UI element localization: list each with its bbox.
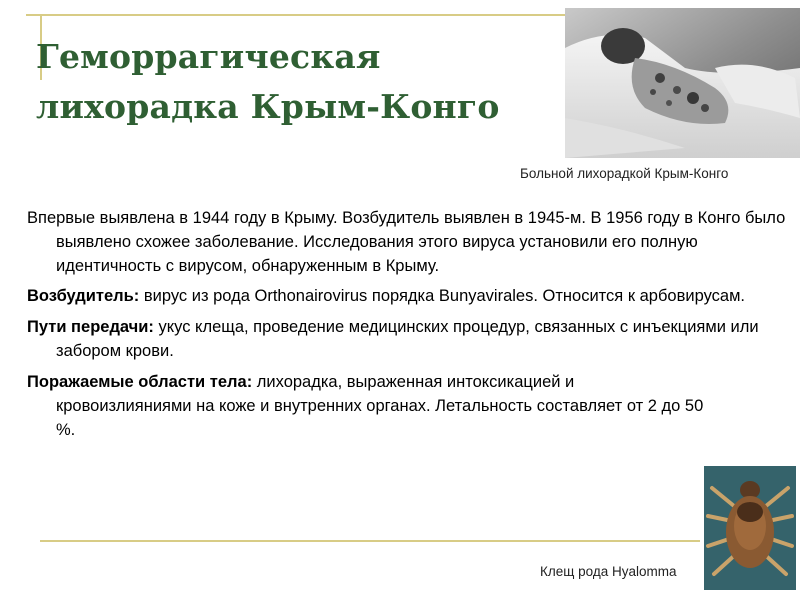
decorative-rule-top bbox=[26, 14, 566, 16]
patient-photo-caption: Больной лихорадкой Крым-Конго bbox=[520, 166, 729, 181]
transmission-label: Пути передачи: bbox=[27, 318, 154, 336]
tick-photo-caption: Клещ рода Hyalomma bbox=[540, 564, 677, 579]
patient-photo bbox=[565, 8, 800, 158]
slide-title: Геморрагическая лихорадка Крым-Конго bbox=[36, 37, 500, 126]
intro-paragraph: Впервые выявлена в 1944 году в Крыму. Возбудитель выявлен в 1945-м. В 1956 году в Конго было выявлено схожее заболевание. Исследования этого вируса установили его полную идентичность с вирусом, обнаруженным в Крыму. bbox=[27, 209, 786, 275]
pathogen-label: Возбудитель: bbox=[27, 287, 140, 305]
affected-label: Поражаемые области тела: bbox=[27, 373, 253, 391]
tick-photo bbox=[704, 466, 796, 590]
decorative-rule-bottom bbox=[40, 540, 700, 542]
pathogen-paragraph bbox=[27, 284, 787, 308]
pathogen-text: вирус из рода Orthonairovirus порядка Bunyavirales. Относится к арбовирусам. bbox=[139, 287, 745, 305]
transmission-text: укус клеща, проведение медицинских процедур, связанных с инъекциями или забором крови. bbox=[56, 318, 759, 360]
slide-body bbox=[27, 206, 787, 449]
affected-paragraph bbox=[27, 370, 787, 442]
affected-text: лихорадка, выраженная интоксикацией и кровоизлияниями на коже и внутренних органах. Летальность составляет от 2 до 50 %. bbox=[56, 373, 704, 439]
transmission-paragraph bbox=[27, 315, 787, 363]
